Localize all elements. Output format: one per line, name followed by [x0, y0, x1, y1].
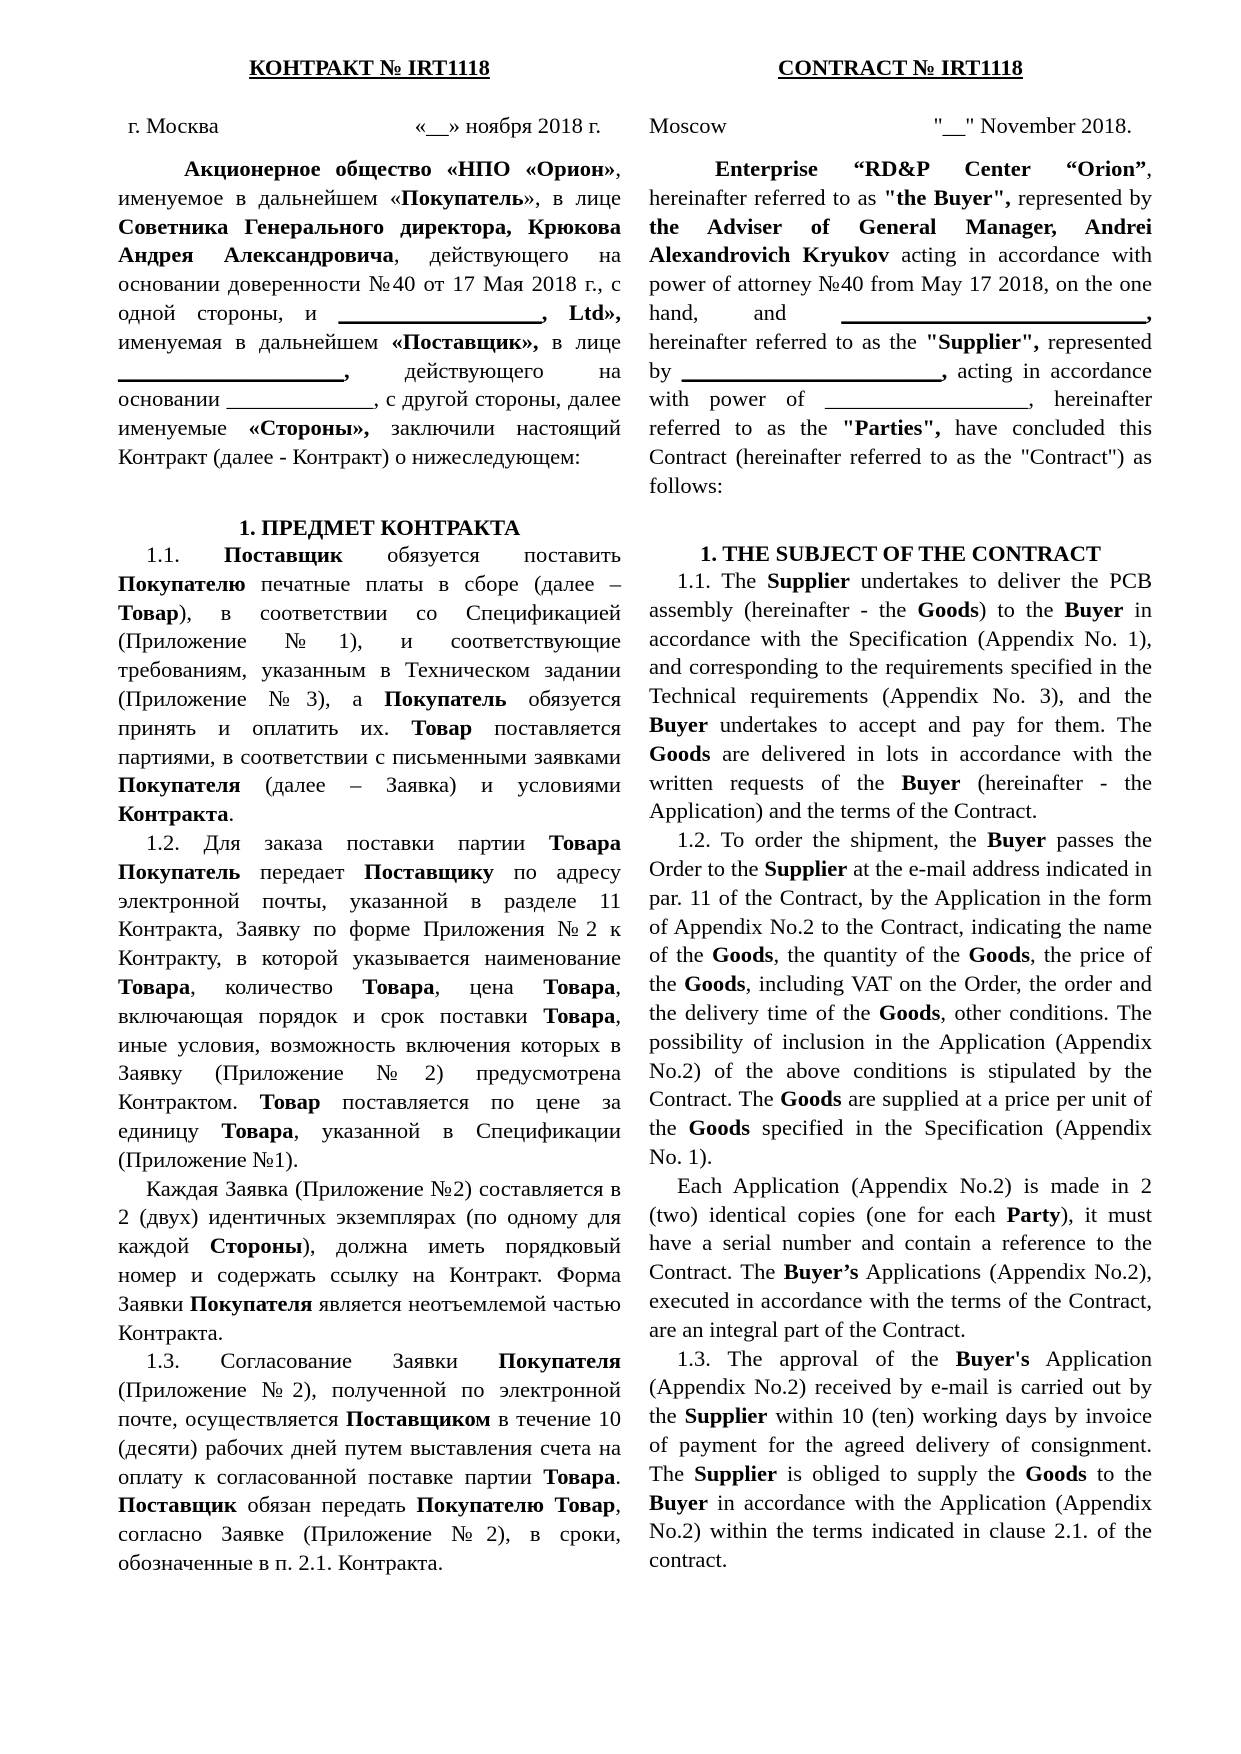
section-title-ru: 1. ПРЕДМЕТ КОНТРАКТА [238, 515, 521, 540]
preamble-en: Enterprise “RD&P Center “Orion”, hereinafter referred to as "the Buyer", represented by the Adviser of General Manager, Andrei Alexandrovich Kryukov acting in accordance with power of attorney №40 from May 17 2018, on the one hand, and ___________________________, hereinafter referred to as the "Supplier", represented by _______________________, acting in accordance with power of __________________, hereinafter referred to as the "Parties", have concluded this Contract (hereinafter referred to as the "Contract") as follows: [649, 156, 1152, 498]
section-title-en: 1. THE SUBJECT OF THE CONTRACT [700, 541, 1101, 566]
date-en: "__" November 2018. [933, 113, 1132, 138]
paragraph-application-ru: Каждая Заявка (Приложение №2) составляется в 2 (двух) идентичных экземплярах (по одному для каждой Стороны), должна иметь порядковый номер и содержать ссылку на Контракт. Форма Заявки Покупателя является неотъемлемой частью Контракта. [118, 1175, 621, 1345]
paragraph-application-en: Each Application (Appendix No.2) is made in 2 (two) identical copies (one for each Party), it must have a serial number and contain a reference to the Contract. The Buyer’s Applications (Appendix No.2), executed in accordance with the terms of the Contract, are an integral part of the Contract. [649, 1172, 1152, 1342]
date-ru: «__» ноября 2018 г. [414, 113, 601, 138]
paragraph-1-3-en: 1.3. The approval of the Buyer's Application (Appendix No.2) received by e-mail is carried out by the Supplier within 10 (ten) working days by invoice of payment for the agreed delivery of consignment. The Supplier is obliged to supply the Goods to the Buyer in accordance with the Application (Appendix No.2) within the terms indicated in clause 2.1. of the contract. [649, 1345, 1153, 1573]
paragraph-1-1-ru: 1.1. Поставщик обязуется поставить Покупателю печатные платы в сборе (далее – Товар), в соответствии со Спецификацией (Приложение №1), и соответствующие требованиям, указанным в Техническом задании (Приложение №3), а Покупатель обязуется принять и оплатить их. Товар поставляется партиями, в соответствии с письменными заявками Покупателя (далее – Заявка) и условиями Контракта. [118, 542, 621, 827]
contract-title-en: CONTRACT № IRT1118 [778, 55, 1023, 80]
place-date-ru [118, 112, 621, 142]
paragraph-1-2-en: 1.2. To order the shipment, the Buyer passes the Order to the Supplier at the e-mail address indicated in par. 11 of the Contract, by the Application in the form of Appendix No.2 to the Contract, indicating the name of the Goods, the quantity of the Goods, the price of the Goods, including VAT on the Order, the order and the delivery time of the Goods, other conditions. The possibility of inclusion in the Application (Appendix No.2) of the above conditions is stipulated by the Contract. The Goods are supplied at a price per unit of the Goods specified in the Specification (Appendix No. 1). [649, 827, 1153, 1169]
section-body-en [649, 567, 1152, 1575]
preamble-ru: Акционерное общество «НПО «Орион», именуемое в дальнейшем «Покупатель», в лице Советника Генерального директора, Крюкова Андрея Александровича, действующего на основании доверенности №40 от 17 Мая 2018 г., с одной стороны, и __________________, Ltd», именуемая в дальнейшем «Поставщик», в лице ____________________, действующего на основании _____________, с другой стороны, далее именуемые «Стороны», заключили настоящий Контракт (далее - Контракт) о нижеследующем: [118, 156, 622, 469]
contract-title-ru: КОНТРАКТ № IRT1118 [249, 55, 490, 80]
place-date-en [649, 112, 1152, 142]
city-en: Moscow [649, 113, 727, 138]
city-ru: г. Москва [128, 113, 219, 138]
paragraph-1-1-en: 1.1. The Supplier undertakes to deliver the PCB assembly (hereinafter - the Goods) to the Buyer in accordance with the Specification (Appendix No. 1), and corresponding to the requirements specified in the Technical requirements (Appendix No. 3), and the Buyer undertakes to accept and pay for them. The Goods are delivered in lots in accordance with the written requests of the Buyer (hereinafter - the Application) and the terms of the Contract. [649, 568, 1153, 824]
section-body-ru [118, 541, 621, 1578]
paragraph-1-3-ru: 1.3. Согласование Заявки Покупателя (Приложение №2), полученной по электронной почте, осуществляется Поставщиком в течение 10 (десяти) рабочих дней путем выставления счета на оплату к согласованной поставке партии Товара. Поставщик обязан передать Покупателю Товар, согласно Заявке (Приложение №2), в сроки, обозначенные в п. 2.1. Контракта. [118, 1348, 622, 1575]
paragraph-1-2-ru: 1.2. Для заказа поставки партии Товара Покупатель передает Поставщику по адресу электронной почты, указанной в разделе 11 Контракта, Заявку по форме Приложения №2 к Контракту, в которой указывается наименование Товара, количество Товара, цена Товара, включающая порядок и срок поставки Товара, иные условия, возможность включения которых в Заявку (Приложение №2) предусмотрена Контрактом. Товар поставляется по цене за единицу Товара, указанной в Спецификации (Приложение №1). [118, 829, 621, 1172]
